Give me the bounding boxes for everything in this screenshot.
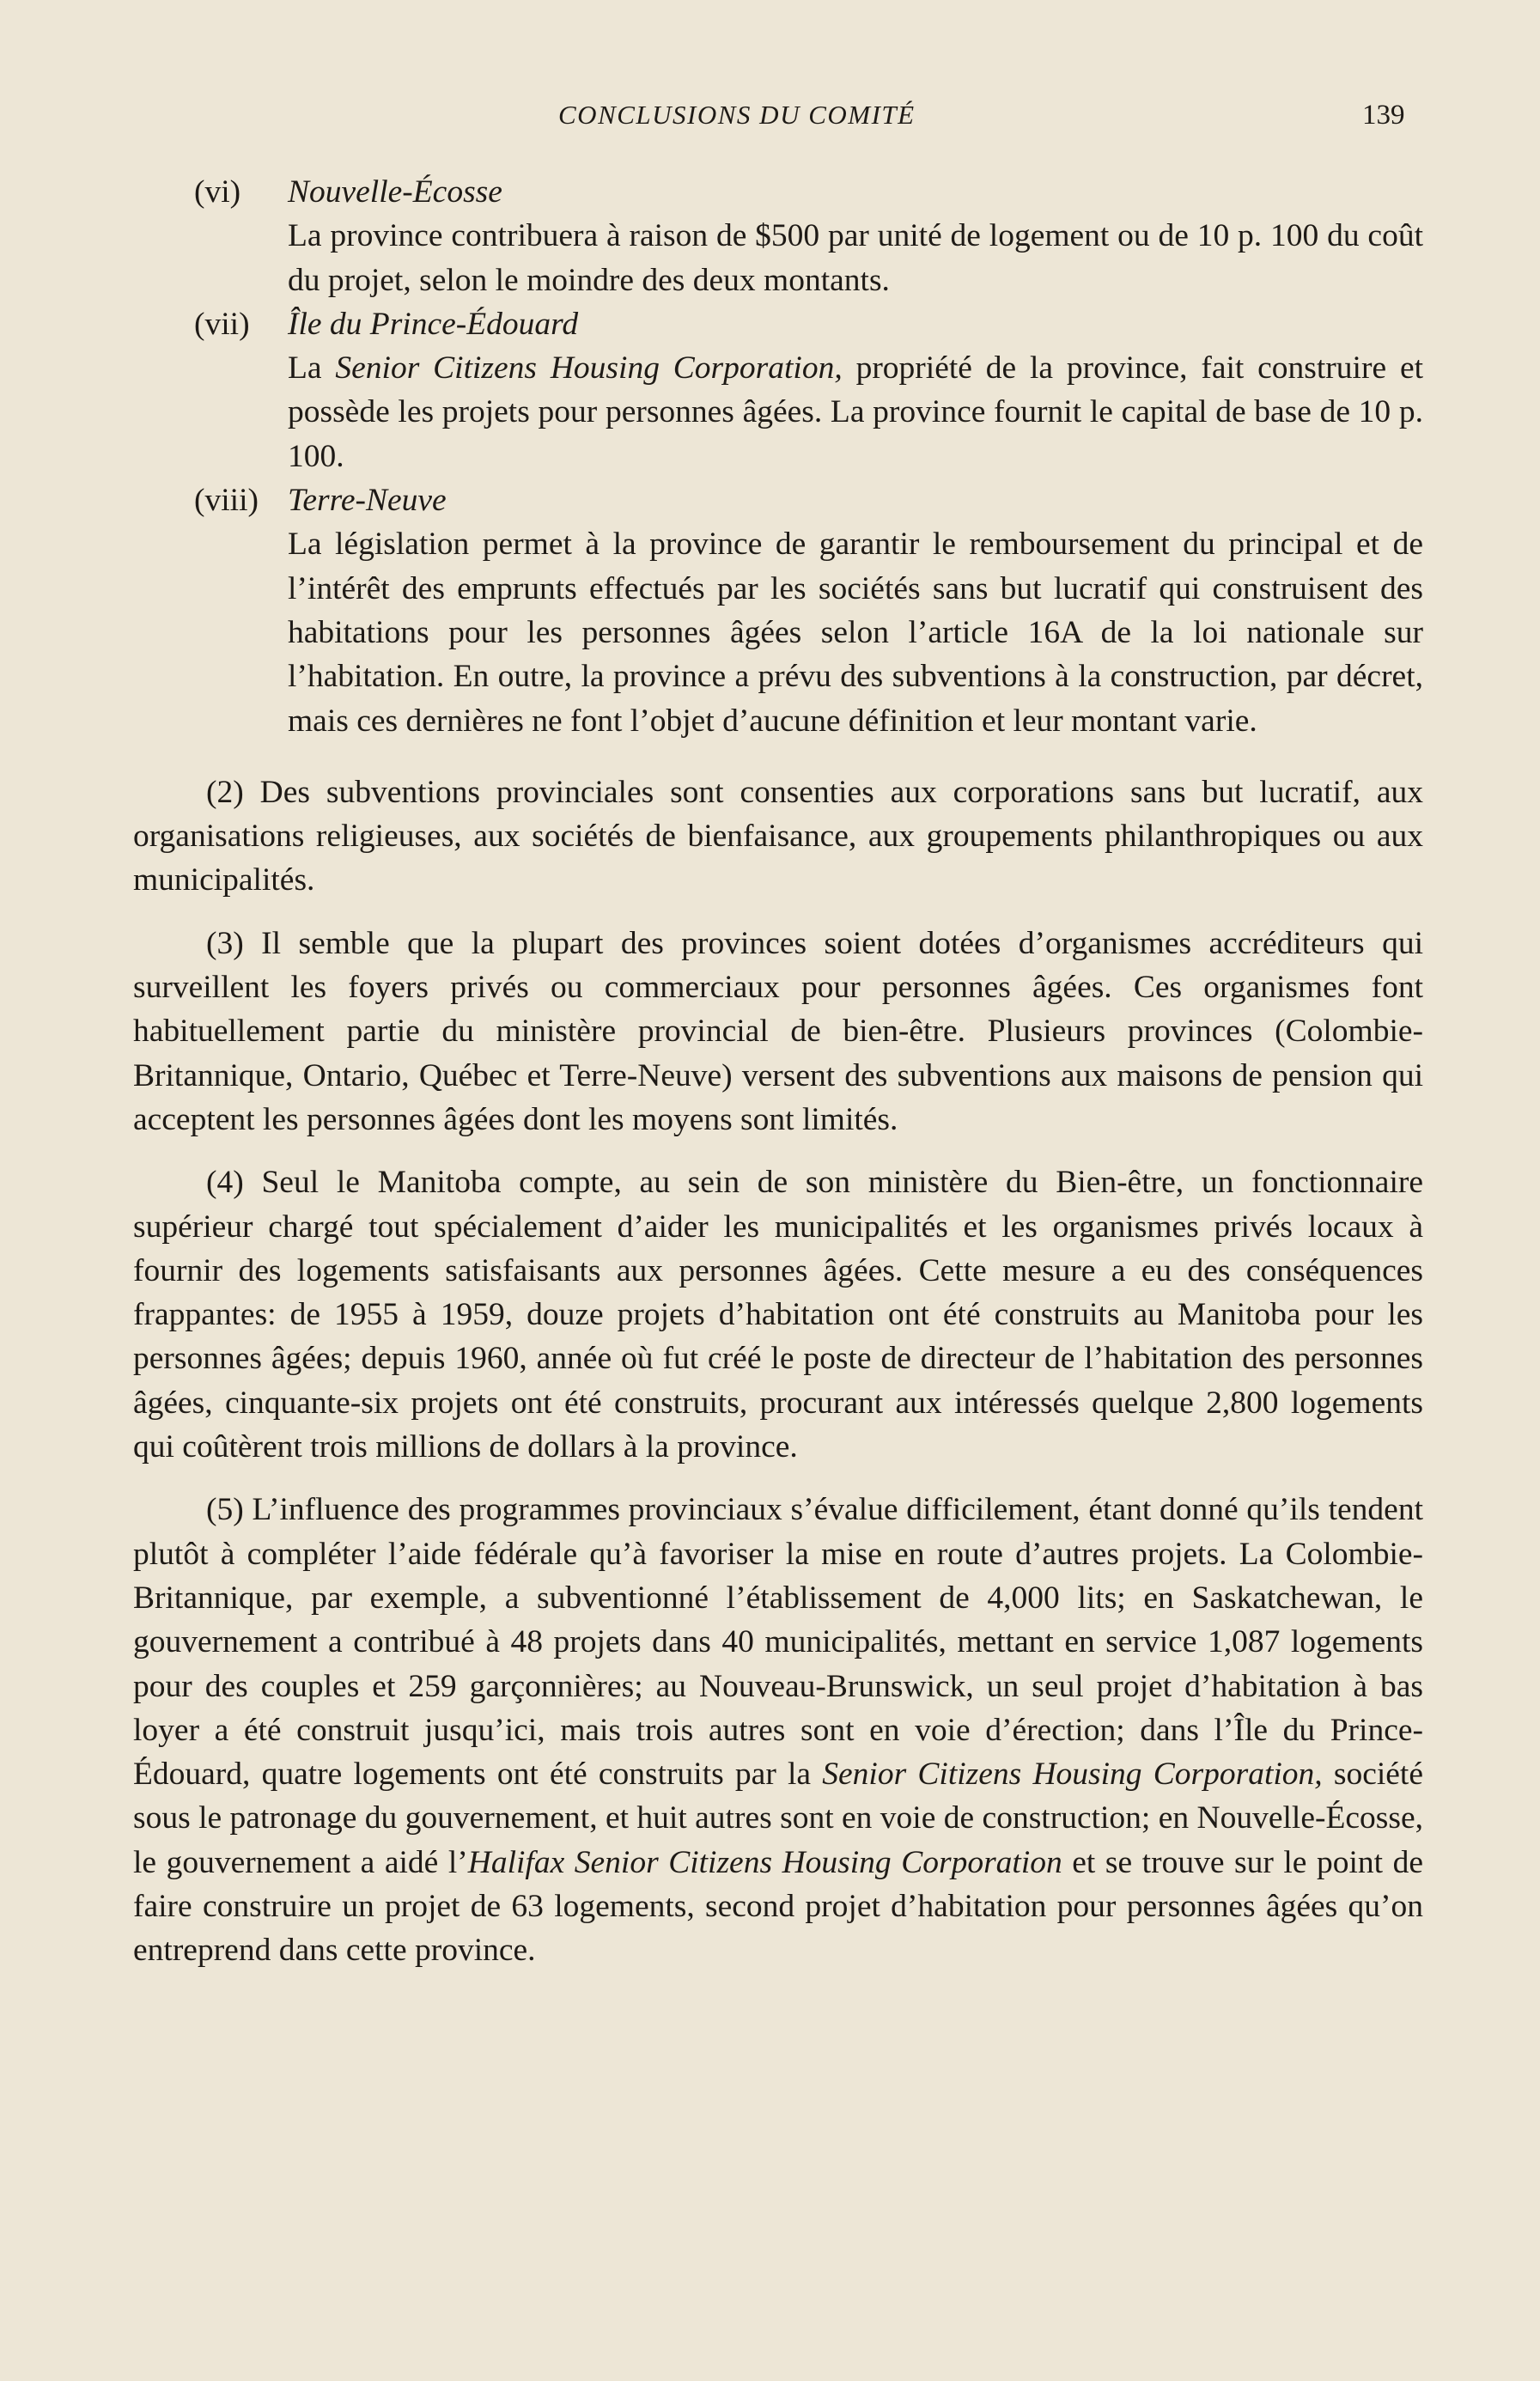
text-segment: propriété de la province, fait construire et possède les projets pour personnes âgées. La province fournit le capital de base de 10 p. 100. [288,350,1424,474]
item-text: La législation permet à la province de garantir le remboursement du principal et de l’intérêt des emprunts effectués par les sociétés sans but lucratif qui construisent des habitations pour les personnes âgées selon l’article 16A de la loi nationale sur l’habitation. En outre, la province a prévu des subventions à la construction, par décret, mais ces dernières ne font l’objet d’aucune définition et leur montant varie. [288,527,1423,739]
paragraph-5 [133,1488,1423,1972]
page-number: 139 [1362,100,1405,131]
item-text: La province contribuera à raison de $500 par unité de logement ou de 10 p. 100 du coût du projet, selon le moindre des deux montants. [288,218,1423,298]
list-item-nova-scotia [133,170,1423,302]
item-heading: Nouvelle-Écosse [288,174,502,210]
item-number: (vii) [194,306,250,342]
item-heading: Terre-Neuve [288,483,447,519]
page-body [133,170,1423,1973]
text-segment: (5) L’influence des programmes provinciaux s’évalue difficilement, étant donné qu’ils tendent plutôt à compléter l’aide fédérale qu’à favoriser la mise en route d’autres projets. La Colombie-Britannique, par exemple, a subventionné l’établissement de 4,000 lits; en Saskatchewan, le gouvernement a contribué à 48 projets dans 40 municipalités, mettant en service 1,087 logements pour des couples et 259 garçonnières; au Nouveau-Brunswick, un seul projet d’habitation à bas loyer a été construit jusqu’ici, mais trois autres sont en voie d’érection; dans l’Île du Prince-Édouard, quatre logements ont été construits par la [133,1492,1423,1793]
item-number: (vi) [194,174,241,210]
list-item-newfoundland [133,478,1423,743]
text-segment: La [288,350,336,387]
item-number: (viii) [194,483,259,519]
list-item-pei [133,302,1423,478]
item-text [288,346,1423,478]
italic-name: Senior Citizens Housing Corporation, [335,350,843,387]
page-header [0,100,1540,143]
item-heading: Île du Prince-Édouard [288,306,579,342]
paragraph-3: (3) Il semble que la plupart des provinces soient dotées d’organismes accréditeurs qui surveillent les foyers privés ou commerciaux pour personnes âgées. Ces organismes font habituellement partie du ministère provincial de bien-être. Plusieurs provinces (Colombie-Britannique, Ontario, Québec et Terre-Neuve) versent des subventions aux maisons de pension qui acceptent les personnes âgées dont les moyens sont limités. [133,925,1423,1137]
paragraph-2: (2) Des subventions provinciales sont consenties aux corporations sans but lucratif, aux organisations religieuses, aux sociétés de bienfaisance, aux groupements philanthropiques ou aux municipalités. [133,774,1423,898]
italic-name: Senior Citizens Housing Corporation, [822,1757,1323,1793]
text-segment: société sous le patronage du gouvernement, et huit autres sont en voie de construction; en Nouvelle-Écosse, le gouvernement a aidé l’ [133,1757,1423,1880]
running-title: CONCLUSIONS DU COMITÉ [558,100,916,130]
paragraph-4: (4) Seul le Manitoba compte, au sein de son ministère du Bien-être, un fonctionnaire supérieur chargé tout spécialement d’aider les municipalités et les organismes privés locaux à fournir des logements satisfaisants aux personnes âgées. Cette mesure a eu des conséquences frappantes: de 1955 à 1959, douze projets d’habitation ont été construits au Manitoba pour les personnes âgées; depuis 1960, année où fut créé le poste de directeur de l’habitation des personnes âgées, cinquante-six projets ont été construits, procurant aux intéressés quelque 2,800 logements qui coûtèrent trois millions de dollars à la province. [133,1165,1423,1465]
text-segment: et se trouve sur le point de faire construire un projet de 63 logements, second projet d’habitation pour personnes âgées qu’on entreprend dans cette province. [133,1844,1423,1969]
italic-name: Halifax Senior Citizens Housing Corporation [467,1844,1062,1880]
